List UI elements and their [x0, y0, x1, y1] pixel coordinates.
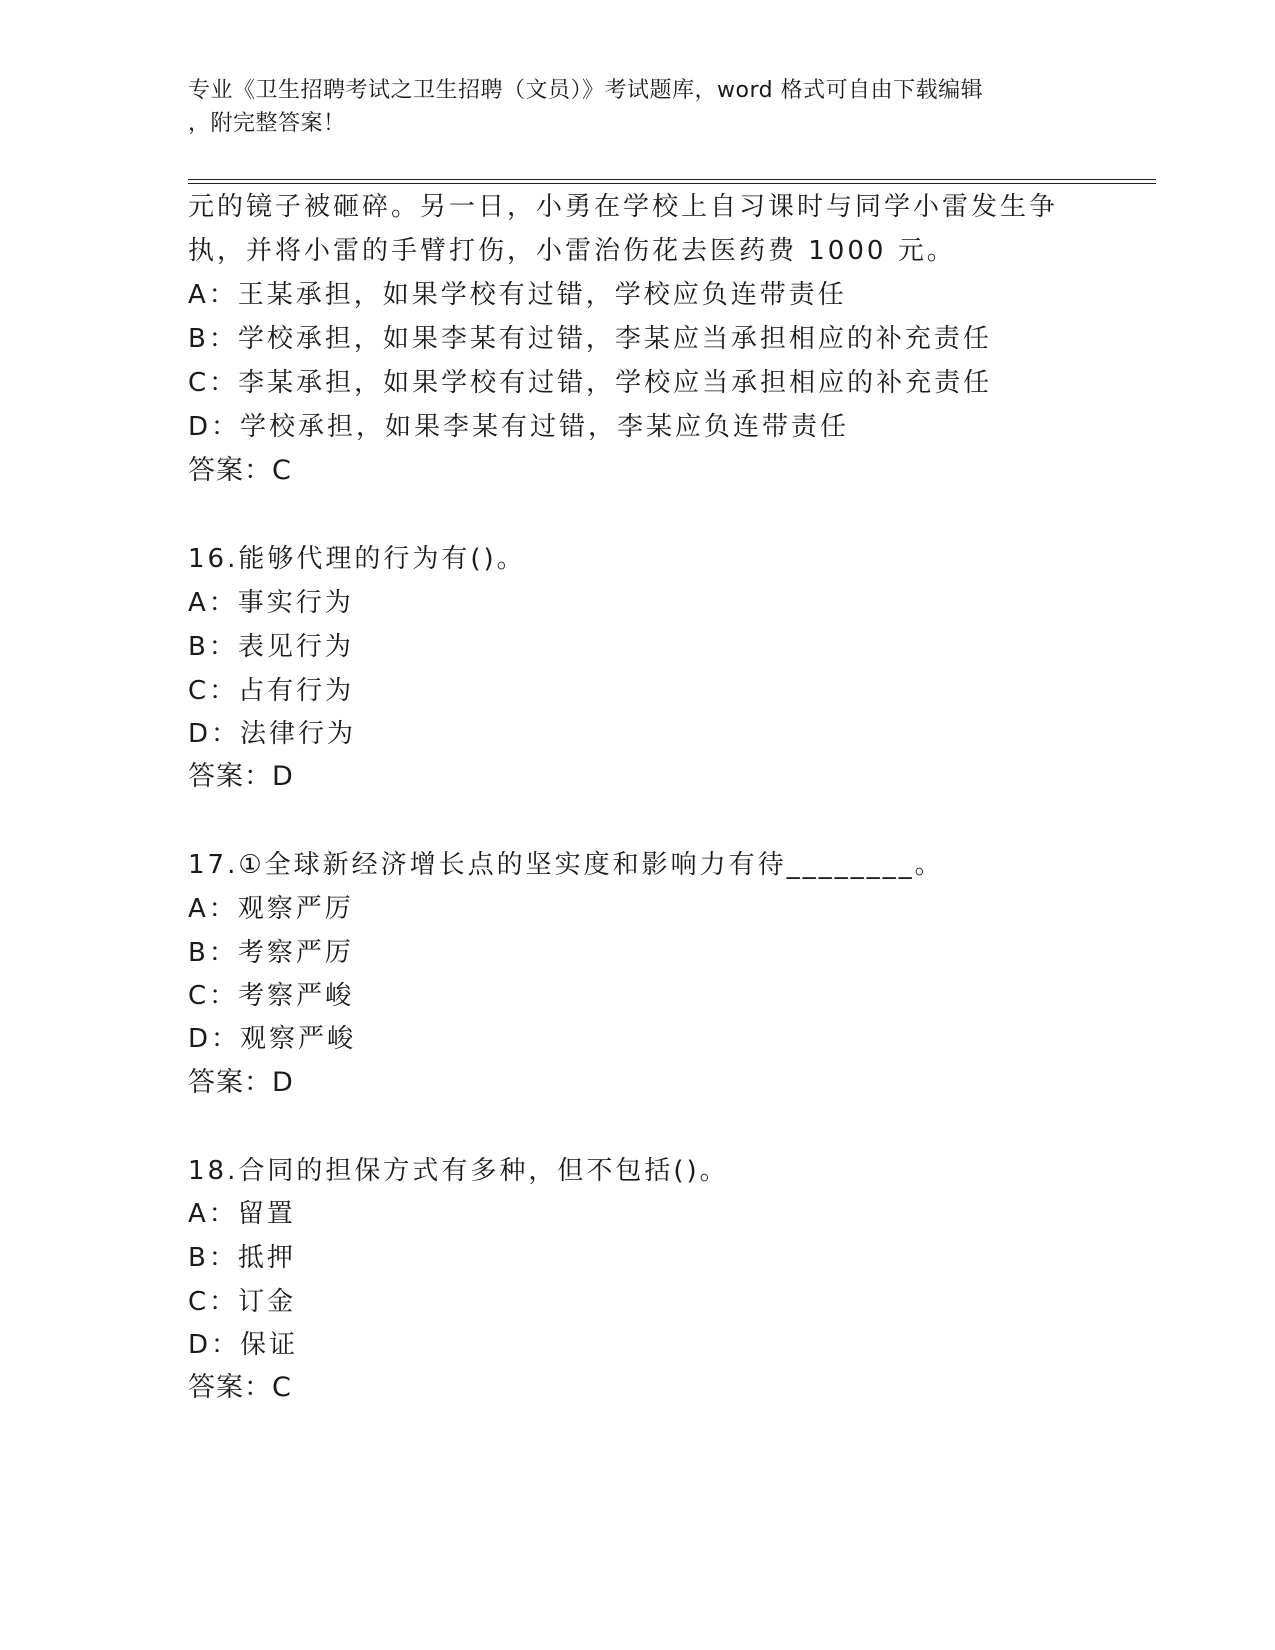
- question-16-stem: 16.能够代理的行为有()。: [188, 544, 526, 574]
- document-header: [188, 74, 1088, 140]
- question-16-option-a: A：事实行为: [188, 588, 354, 618]
- question-17-answer: 答案：D: [188, 1067, 294, 1098]
- question-17-option-c: C：考察严峻: [188, 981, 355, 1011]
- question-18-option-c: C：订金: [188, 1287, 297, 1317]
- question-15-option-c: C：李某承担，如果学校有过错，学校应当承担相应的补充责任: [188, 368, 993, 398]
- question-15-answer: 答案：C: [188, 455, 292, 486]
- header-divider-bottom: [188, 183, 1156, 184]
- question-17-stem: 17.①全球新经济增长点的坚实度和影响力有待________。: [188, 850, 944, 880]
- question-16-option-c: C：占有行为: [188, 676, 355, 706]
- question-15-option-b: B：学校承担，如果李某有过错，李某应当承担相应的补充责任: [188, 324, 992, 354]
- header-line-2: ，附完整答案！: [188, 111, 346, 136]
- question-15-text-line-2: 执，并将小雷的手臂打伤，小雷治伤花去医药费 1000 元。: [188, 236, 956, 266]
- question-16-option-b: B：表见行为: [188, 632, 354, 662]
- question-17-option-a: A：观察严厉: [188, 894, 354, 924]
- question-15-text-line-1: 元的镜子被砸碎。另一日，小勇在学校上自习课时与同学小雷发生争: [188, 192, 1059, 222]
- question-18-option-d: D：保证: [188, 1330, 299, 1360]
- question-16-answer: 答案：D: [188, 761, 294, 792]
- question-15-option-a: A：王某承担，如果学校有过错，学校应负连带责任: [188, 280, 847, 310]
- header-divider-top: [188, 179, 1156, 180]
- question-18-answer: 答案：C: [188, 1372, 292, 1403]
- question-17-option-d: D：观察严峻: [188, 1024, 357, 1054]
- question-18-option-a: A：留置: [188, 1199, 296, 1229]
- header-line-1: 专业《卫生招聘考试之卫生招聘（文员）》考试题库，word 格式可自由下载编辑: [188, 78, 984, 103]
- question-18-stem: 18.合同的担保方式有多种，但不包括()。: [188, 1156, 729, 1186]
- question-15-option-d: D：学校承担，如果李某有过错，李某应负连带责任: [188, 412, 850, 442]
- question-17-option-b: B：考察严厉: [188, 938, 354, 968]
- question-18-option-b: B：抵押: [188, 1243, 296, 1273]
- question-16-option-d: D：法律行为: [188, 719, 357, 749]
